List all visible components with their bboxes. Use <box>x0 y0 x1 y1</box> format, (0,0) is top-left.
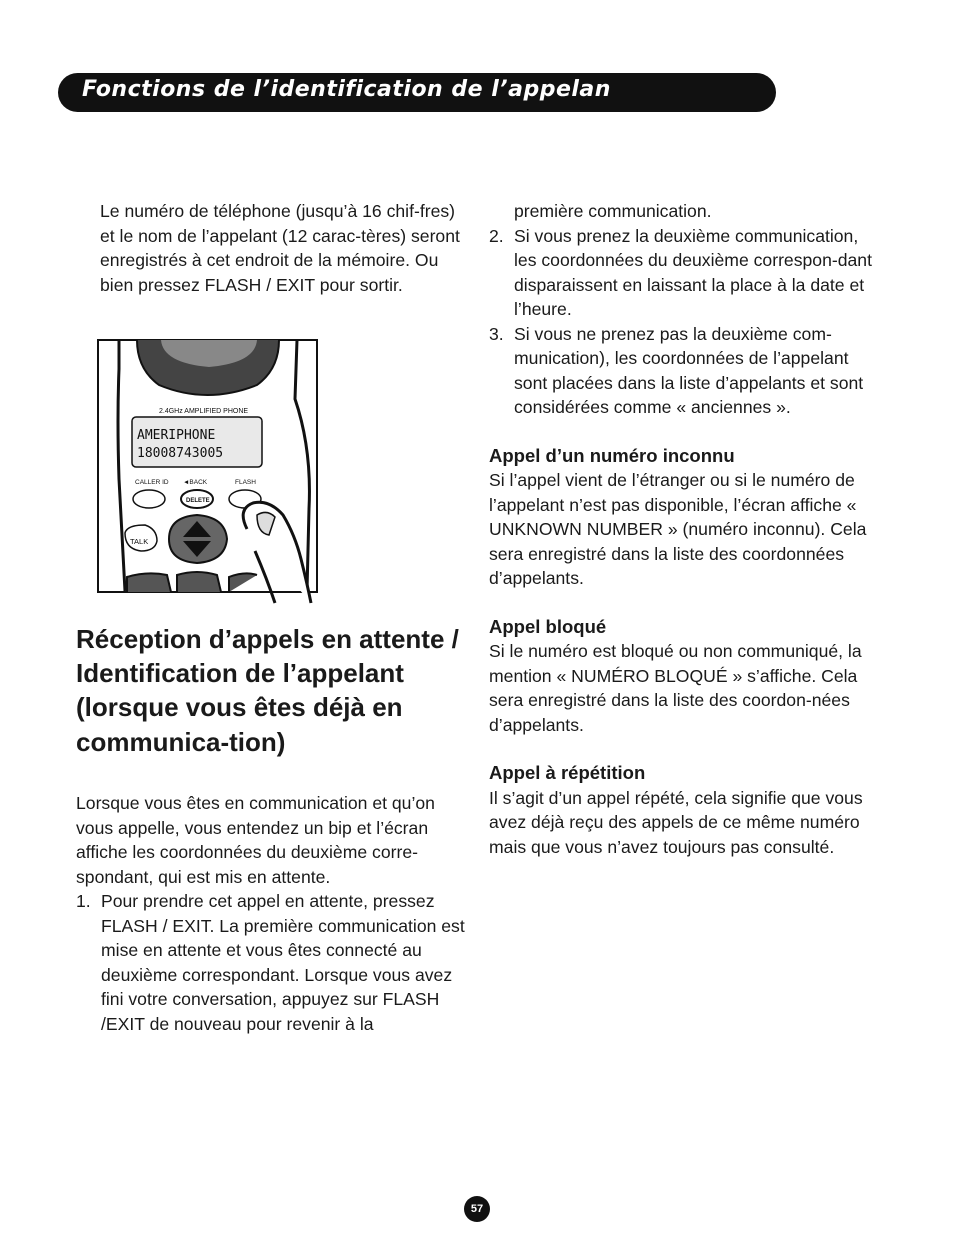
left-body <box>76 791 468 1036</box>
repeat-text: Il s’agit d’un appel répété, cela signifie que vous avez déjà reçu des appels de ce même numéro mais que vous n’avez toujours pas consulté. <box>489 787 863 857</box>
intro-paragraph <box>100 199 468 297</box>
list-item <box>76 889 468 1036</box>
steps-list-right <box>489 224 881 420</box>
steps-list-left <box>76 889 468 1036</box>
unknown-text: Si l’appel vient de l’étranger ou si le numéro de l’appelant n’est pas disponible, l’écran affiche « UNKNOWN NUMBER » (numéro inconnu). Cela sera enregistré dans la liste des coordonnées d’appelants. <box>489 470 867 588</box>
list-item <box>489 322 881 420</box>
section-intro: Lorsque vous êtes en communication et qu’on vous appelle, vous entendez un bip et l’écran affiche les coordonnées du deuxième corre-spondant, qui est mis en attente. <box>76 793 435 887</box>
blocked-heading: Appel bloqué <box>489 615 607 637</box>
display-line1: AMERIPHONE <box>137 428 216 443</box>
step-number: 3. <box>489 323 504 344</box>
step-text: Pour prendre cet appel en attente, pressez FLASH / EXIT. La première communication est mise en attente et vous êtes connecté au deuxième correspondant. Lorsque vous avez fini votre conversation, appuyez sur FLASH /EXIT de nouveau pour revenir à la <box>101 891 465 1034</box>
header-bar <box>58 73 776 112</box>
header-title: Fonctions de l’identification de l’appelan <box>82 77 611 102</box>
btn-delete-label: DELETE <box>186 498 210 504</box>
btn-talk-label: TALK <box>130 537 149 546</box>
intro-text: Le numéro de téléphone (jusqu’à 16 chif-fres) et le nom de l’appelant (12 carac-tères) seront enregistrés à cet endroit de la mémoire. Ou bien pressez FLASH / EXIT pour sortir. <box>100 201 460 295</box>
step-text: Si vous prenez la deuxième communication, les coordonnées du deuxième correspon-dant disparaissent en laissant la place à la date et l’heure. <box>514 225 872 319</box>
step-text: Si vous ne prenez pas la deuxième com-munication), les coordonnées de l’appelant sont placées dans la liste d’appelants et sont considérées comme « anciennes ». <box>514 323 864 417</box>
phone-brand-label: 2.4GHz AMPLIFIED PHONE <box>159 408 249 415</box>
section-heading: Réception d’appels en attente / Identification de l’appelant (lorsque vous êtes déjà en communica-tion) <box>76 624 459 757</box>
display-line2: 18008743005 <box>137 446 224 461</box>
phone-illustration <box>97 339 319 604</box>
unknown-heading: Appel d’un numéro inconnu <box>489 444 735 466</box>
btn-flash-label: FLASH <box>235 479 256 486</box>
list-item <box>489 224 881 322</box>
blocked-text: Si le numéro est bloqué ou non communiqué, la mention « NUMÉRO BLOQUÉ » s’affiche. Cela sera enregistré dans la liste des coordon-nées d’appelants. <box>489 641 862 735</box>
caller-id-button <box>133 490 165 508</box>
btn-back-label: ◄BACK <box>183 479 208 486</box>
repeat-heading: Appel à répétition <box>489 762 646 783</box>
step-continued: première communication. <box>514 201 712 221</box>
right-column <box>489 199 881 859</box>
step-number: 2. <box>489 225 504 246</box>
page-number: 57 <box>464 1196 490 1222</box>
step-number: 1. <box>76 891 91 911</box>
btn-caller-id-label: CALLER ID <box>135 479 169 486</box>
